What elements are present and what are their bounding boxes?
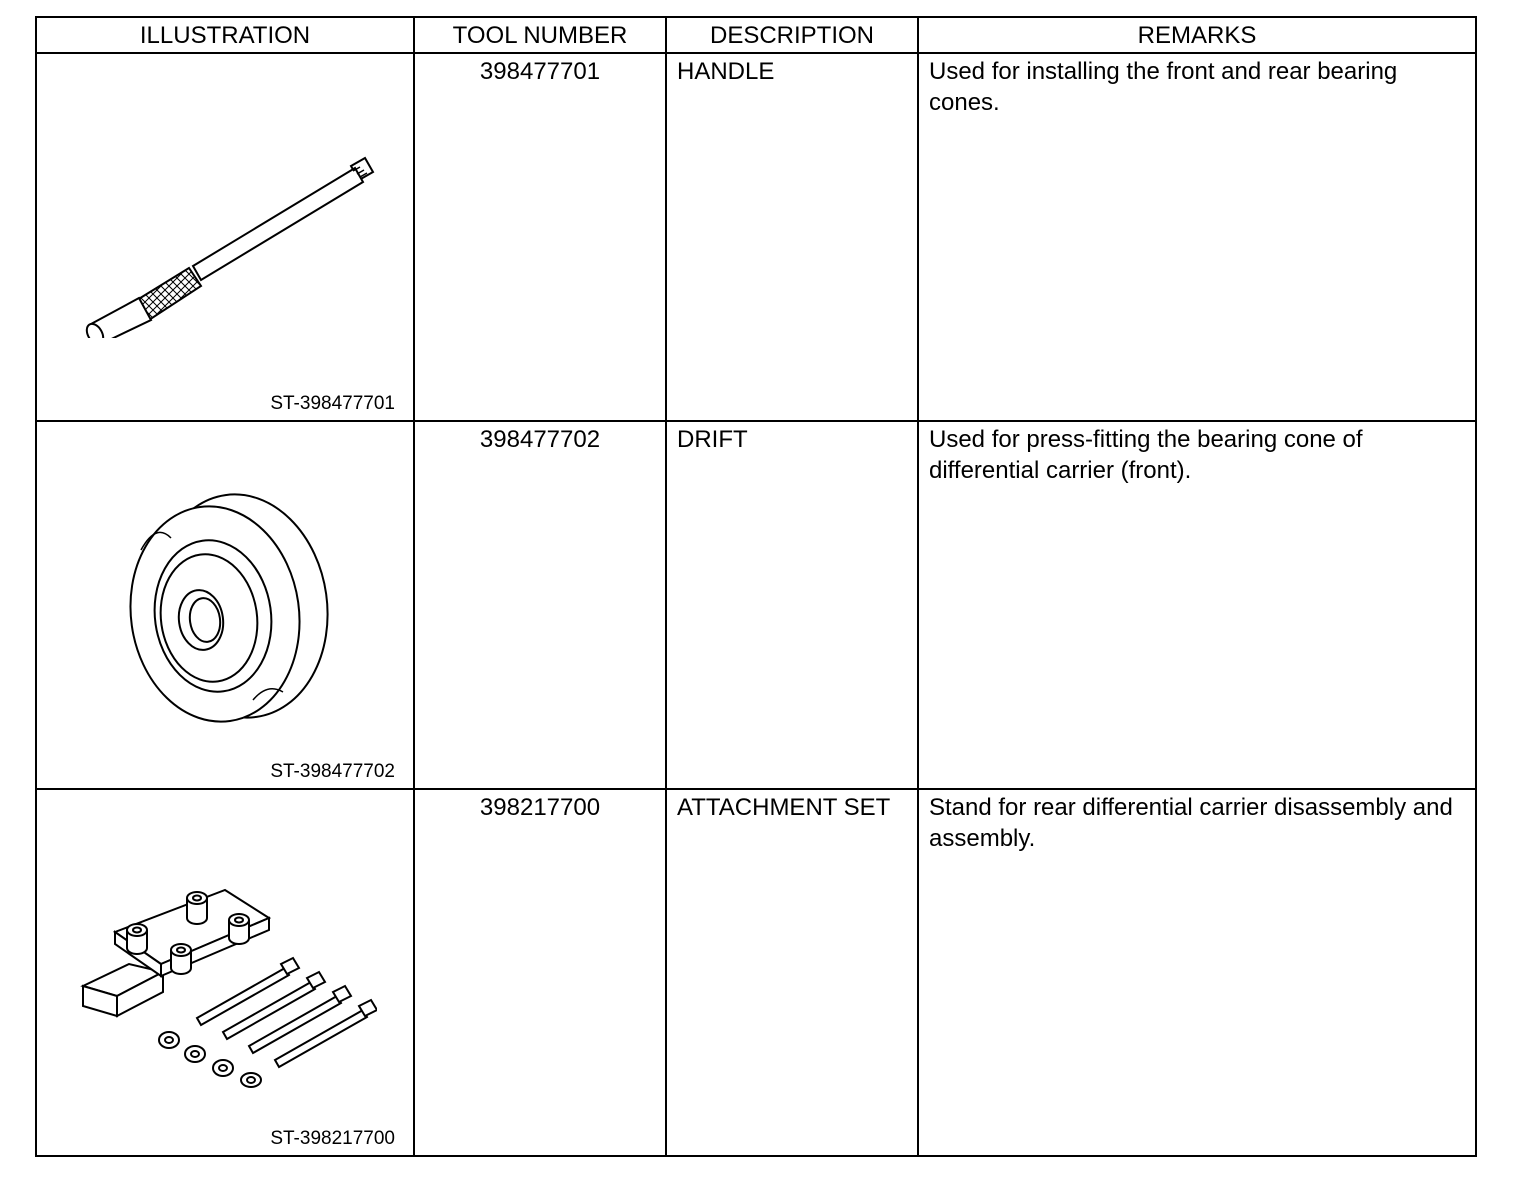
row-divider [37, 788, 1475, 790]
column-divider [917, 18, 919, 1155]
illustration-code: ST-398217700 [270, 1128, 395, 1149]
remarks: Stand for rear differential carrier disassembly and assembly. [929, 794, 1453, 852]
header-illustration: ILLUSTRATION [139, 22, 311, 49]
illustration-code: ST-398477701 [270, 393, 395, 414]
description: HANDLE [677, 58, 775, 85]
remarks: Used for installing the front and rear bearing cones. [929, 58, 1398, 116]
column-divider [413, 18, 415, 1155]
remarks: Used for press-fitting the bearing cone of differential carrier (front). [929, 426, 1363, 484]
illustration-code: ST-398477702 [270, 761, 395, 782]
header-description: DESCRIPTION [709, 22, 874, 49]
handle-tool-icon [77, 138, 377, 338]
description: ATTACHMENT SET [677, 794, 891, 821]
tool-number: 398477702 [479, 426, 601, 453]
column-divider [665, 18, 667, 1155]
header-tool-number: TOOL NUMBER [452, 22, 628, 49]
drift-tool-icon [123, 488, 333, 728]
tool-number: 398217700 [479, 794, 601, 821]
row-divider [37, 420, 1475, 422]
tool-number: 398477701 [479, 58, 601, 85]
attachment-set-icon [77, 868, 377, 1088]
description: DRIFT [677, 426, 748, 453]
special-tools-table [35, 16, 1477, 1157]
header-remarks: REMARKS [1137, 22, 1257, 49]
